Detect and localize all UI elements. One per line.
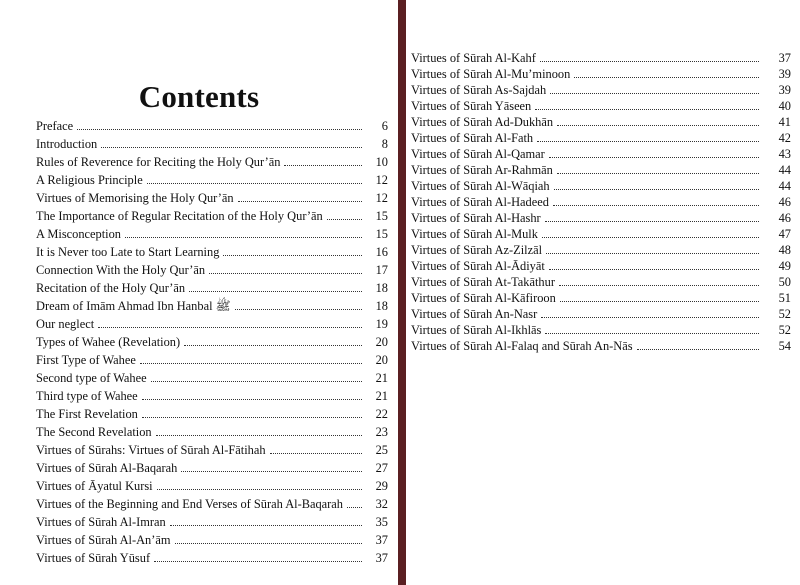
toc-entry — [411, 290, 791, 306]
toc-entry — [36, 297, 388, 315]
toc-entry — [411, 258, 791, 274]
toc-entry-title: Virtues of Sūrah Ar-Rahmān — [411, 163, 553, 177]
toc-entry-title: Virtues of Sūrah Al-Mulk — [411, 227, 538, 241]
toc-entry-page: 43 — [778, 147, 791, 161]
toc-entry-title: Connection With the Holy Qur’ān — [36, 263, 206, 277]
toc-entry — [411, 338, 791, 354]
dot-leader — [549, 258, 759, 270]
toc-entry-title: Virtues of Sūrah Al-An’ām — [36, 533, 171, 547]
toc-entry-title: Virtues of Sūrah Al-Hadeed — [411, 195, 549, 209]
toc-entry-page: 20 — [375, 353, 388, 367]
toc-entry-page: 16 — [375, 245, 388, 259]
toc-entry — [36, 459, 388, 477]
toc-entry-title: Virtues of Sūrah Al-Falaq and Sūrah An-Nās — [411, 339, 633, 353]
toc-entry-page: 8 — [381, 137, 388, 151]
toc-entry — [411, 210, 791, 226]
dot-leader — [545, 322, 759, 334]
toc-entry — [411, 178, 791, 194]
dot-leader — [546, 242, 759, 254]
toc-entry-page: 40 — [778, 99, 791, 113]
dot-leader — [550, 82, 759, 94]
toc-entry — [411, 274, 791, 290]
dot-leader — [140, 352, 362, 364]
toc-entry-page: 35 — [375, 515, 388, 529]
dot-leader — [554, 178, 759, 190]
toc-entry — [411, 162, 791, 178]
contents-heading: Contents — [138, 78, 260, 114]
toc-entry-title: Virtues of Sūrah Al-Fath — [411, 131, 534, 145]
toc-entry-page: 15 — [375, 227, 388, 241]
toc-entry-page: 54 — [778, 339, 791, 353]
dot-leader — [170, 514, 362, 526]
toc-entry — [36, 153, 388, 171]
dot-leader — [209, 262, 362, 274]
toc-entry-page: 32 — [375, 497, 388, 511]
toc-entry-title: First Type of Wahee — [36, 353, 136, 367]
dot-leader — [125, 226, 362, 238]
toc-entry-title: Virtues of Sūrah Al-Mu’minoon — [411, 67, 571, 81]
toc-entry-page: 37 — [375, 533, 388, 547]
toc-entry-title: Types of Wahee (Revelation) — [36, 335, 181, 349]
dot-leader — [284, 154, 362, 166]
toc-entry-page: 46 — [778, 195, 791, 209]
toc-entry — [411, 82, 791, 98]
toc-entry — [36, 369, 388, 387]
toc-entry — [36, 207, 388, 225]
toc-entry-title: Recitation of the Holy Qur’ān — [36, 281, 186, 295]
toc-entry-page: 50 — [778, 275, 791, 289]
toc-entry-title: Virtues of Sūrah Al-Ikhlās — [411, 323, 542, 337]
dot-leader — [101, 136, 362, 148]
dot-leader — [77, 118, 362, 130]
dot-leader — [181, 460, 362, 472]
toc-entry-title: Virtues of Sūrah Yūsuf — [36, 551, 151, 565]
toc-entry-page: 19 — [375, 317, 388, 331]
dot-leader — [147, 172, 362, 184]
toc-entry — [36, 333, 388, 351]
dot-leader — [235, 298, 362, 310]
dot-leader — [189, 280, 362, 292]
toc-entry-title: Virtues of Sūrah Al-Hashr — [411, 211, 541, 225]
toc-entry-page: 51 — [778, 291, 791, 305]
dot-leader — [157, 478, 362, 490]
dot-leader — [142, 406, 362, 418]
dot-leader — [557, 162, 759, 174]
toc-entry-title: A Religious Principle — [36, 173, 143, 187]
toc-entry — [411, 322, 791, 338]
toc-entry-title: Virtues of Sūrah Al-Kāfiroon — [411, 291, 556, 305]
dot-leader — [549, 146, 759, 158]
toc-entry — [411, 226, 791, 242]
dot-leader — [154, 550, 362, 562]
toc-entry — [36, 189, 388, 207]
toc-entry — [36, 315, 388, 333]
dot-leader — [560, 290, 759, 302]
dot-leader — [542, 226, 759, 238]
toc-entry-title: Our neglect — [36, 317, 95, 331]
toc-entry-title: Third type of Wahee — [36, 389, 138, 403]
toc-entry-page: 37 — [778, 51, 791, 65]
toc-entry-page: 21 — [375, 389, 388, 403]
toc-entry-title: Virtues of the Beginning and End Verses of Sūrah Al-Baqarah — [36, 497, 344, 511]
toc-entry-page: 41 — [778, 115, 791, 129]
toc-entry-page: 18 — [375, 281, 388, 295]
toc-entry-title: The Importance of Regular Recitation of the Holy Qur’ān — [36, 209, 323, 223]
toc-entry-page: 12 — [375, 173, 388, 187]
toc-list-right — [411, 50, 791, 354]
toc-entry-page: 47 — [778, 227, 791, 241]
toc-entry-page: 20 — [375, 335, 388, 349]
toc-entry-page: 44 — [778, 163, 791, 177]
toc-entry-page: 22 — [375, 407, 388, 421]
toc-entry-page: 29 — [375, 479, 388, 493]
dot-leader — [537, 130, 759, 142]
toc-entry-title: Preface — [36, 119, 74, 133]
toc-entry — [36, 279, 388, 297]
toc-entry — [36, 423, 388, 441]
toc-entry — [36, 135, 388, 153]
toc-entry-title: Virtues of Sūrah Al-Baqarah — [36, 461, 178, 475]
dot-leader — [184, 334, 362, 346]
toc-entry — [411, 194, 791, 210]
toc-entry-page: 42 — [778, 131, 791, 145]
toc-entry — [36, 513, 388, 531]
dot-leader — [559, 274, 759, 286]
dot-leader — [637, 338, 759, 350]
dot-leader — [142, 388, 362, 400]
toc-entry — [411, 50, 791, 66]
dot-leader — [223, 244, 362, 256]
toc-entry-page: 10 — [375, 155, 388, 169]
toc-entry-page: 37 — [375, 551, 388, 565]
toc-entry — [36, 261, 388, 279]
toc-entry — [36, 495, 388, 513]
toc-entry-title: The First Revelation — [36, 407, 138, 421]
toc-entry-page: 18 — [375, 299, 388, 313]
toc-entry-title: Second type of Wahee — [36, 371, 147, 385]
toc-entry-title: Virtues of Sūrahs: Virtues of Sūrah Al-Fātihah — [36, 443, 266, 457]
toc-entry-page: 12 — [375, 191, 388, 205]
dot-leader — [540, 50, 759, 62]
toc-entry — [411, 98, 791, 114]
toc-entry-title: The Second Revelation — [36, 425, 152, 439]
toc-entry-page: 23 — [375, 425, 388, 439]
dot-leader — [151, 370, 362, 382]
toc-entry-page: 52 — [778, 307, 791, 321]
toc-entry-title: Virtues of Sūrah Al-Kahf — [411, 51, 536, 65]
dot-leader — [175, 532, 363, 544]
toc-entry-title: Virtues of Sūrah Ad-Dukhān — [411, 115, 554, 129]
toc-entry — [36, 117, 388, 135]
toc-entry-title: Virtues of Āyatul Kursi — [36, 479, 153, 493]
dot-leader — [156, 424, 362, 436]
dot-leader — [535, 98, 759, 110]
toc-entry-page: 17 — [375, 263, 388, 277]
toc-entry-page: 49 — [778, 259, 791, 273]
toc-entry — [411, 146, 791, 162]
dot-leader — [574, 66, 759, 78]
toc-entry-page: 27 — [375, 461, 388, 475]
dot-leader — [553, 194, 759, 206]
toc-entry-page: 21 — [375, 371, 388, 385]
toc-entry-page: 6 — [381, 119, 388, 133]
toc-entry-title: Virtues of Sūrah Yāseen — [411, 99, 532, 113]
dot-leader — [541, 306, 759, 318]
toc-entry-page: 39 — [778, 67, 791, 81]
toc-entry — [36, 405, 388, 423]
toc-entry-title: Dream of Imām Ahmad Ibn Hanbal ﷺ — [36, 299, 231, 313]
right-page — [406, 0, 800, 585]
toc-entry-title: Virtues of Sūrah An-Nasr — [411, 307, 538, 321]
toc-entry-title: Virtues of Sūrah Al-Ādiyāt — [411, 259, 545, 273]
toc-entry-title: Virtues of Memorising the Holy Qur’ān — [36, 191, 234, 205]
toc-entry-title: Virtues of Sūrah Al-Wāqiah — [411, 179, 550, 193]
toc-entry — [411, 66, 791, 82]
toc-entry — [411, 130, 791, 146]
dot-leader — [327, 208, 362, 220]
toc-entry — [36, 351, 388, 369]
toc-entry — [411, 114, 791, 130]
toc-entry-title: Virtues of Sūrah Az-Zilzāl — [411, 243, 543, 257]
toc-list-left — [36, 117, 388, 567]
toc-entry — [36, 243, 388, 261]
toc-entry — [36, 387, 388, 405]
dot-leader — [545, 210, 759, 222]
dot-leader — [347, 496, 362, 508]
book-gutter — [398, 0, 406, 585]
toc-entry-page: 52 — [778, 323, 791, 337]
toc-entry-page: 15 — [375, 209, 388, 223]
toc-entry-page: 48 — [778, 243, 791, 257]
toc-entry-page: 44 — [778, 179, 791, 193]
toc-entry-title: Virtues of Sūrah At-Takāthur — [411, 275, 555, 289]
toc-entry — [36, 171, 388, 189]
dot-leader — [270, 442, 362, 454]
toc-entry-title: It is Never too Late to Start Learning — [36, 245, 220, 259]
toc-entry — [36, 441, 388, 459]
toc-entry — [36, 477, 388, 495]
toc-entry — [411, 242, 791, 258]
toc-entry-title: Virtues of Sūrah Al-Imran — [36, 515, 166, 529]
toc-entry — [36, 549, 388, 567]
toc-entry-title: Rules of Reverence for Reciting the Holy Qur’ān — [36, 155, 281, 169]
dot-leader — [98, 316, 362, 328]
toc-entry — [36, 225, 388, 243]
toc-entry-title: Introduction — [36, 137, 98, 151]
dot-leader — [557, 114, 759, 126]
toc-entry-page: 46 — [778, 211, 791, 225]
left-page — [0, 0, 398, 585]
toc-entry-page: 25 — [375, 443, 388, 457]
toc-entry-page: 39 — [778, 83, 791, 97]
toc-entry-title: A Misconception — [36, 227, 122, 241]
toc-entry-title: Virtues of Sūrah As-Sajdah — [411, 83, 547, 97]
toc-entry-title: Virtues of Sūrah Al-Qamar — [411, 147, 545, 161]
toc-entry — [411, 306, 791, 322]
dot-leader — [238, 190, 362, 202]
toc-entry — [36, 531, 388, 549]
